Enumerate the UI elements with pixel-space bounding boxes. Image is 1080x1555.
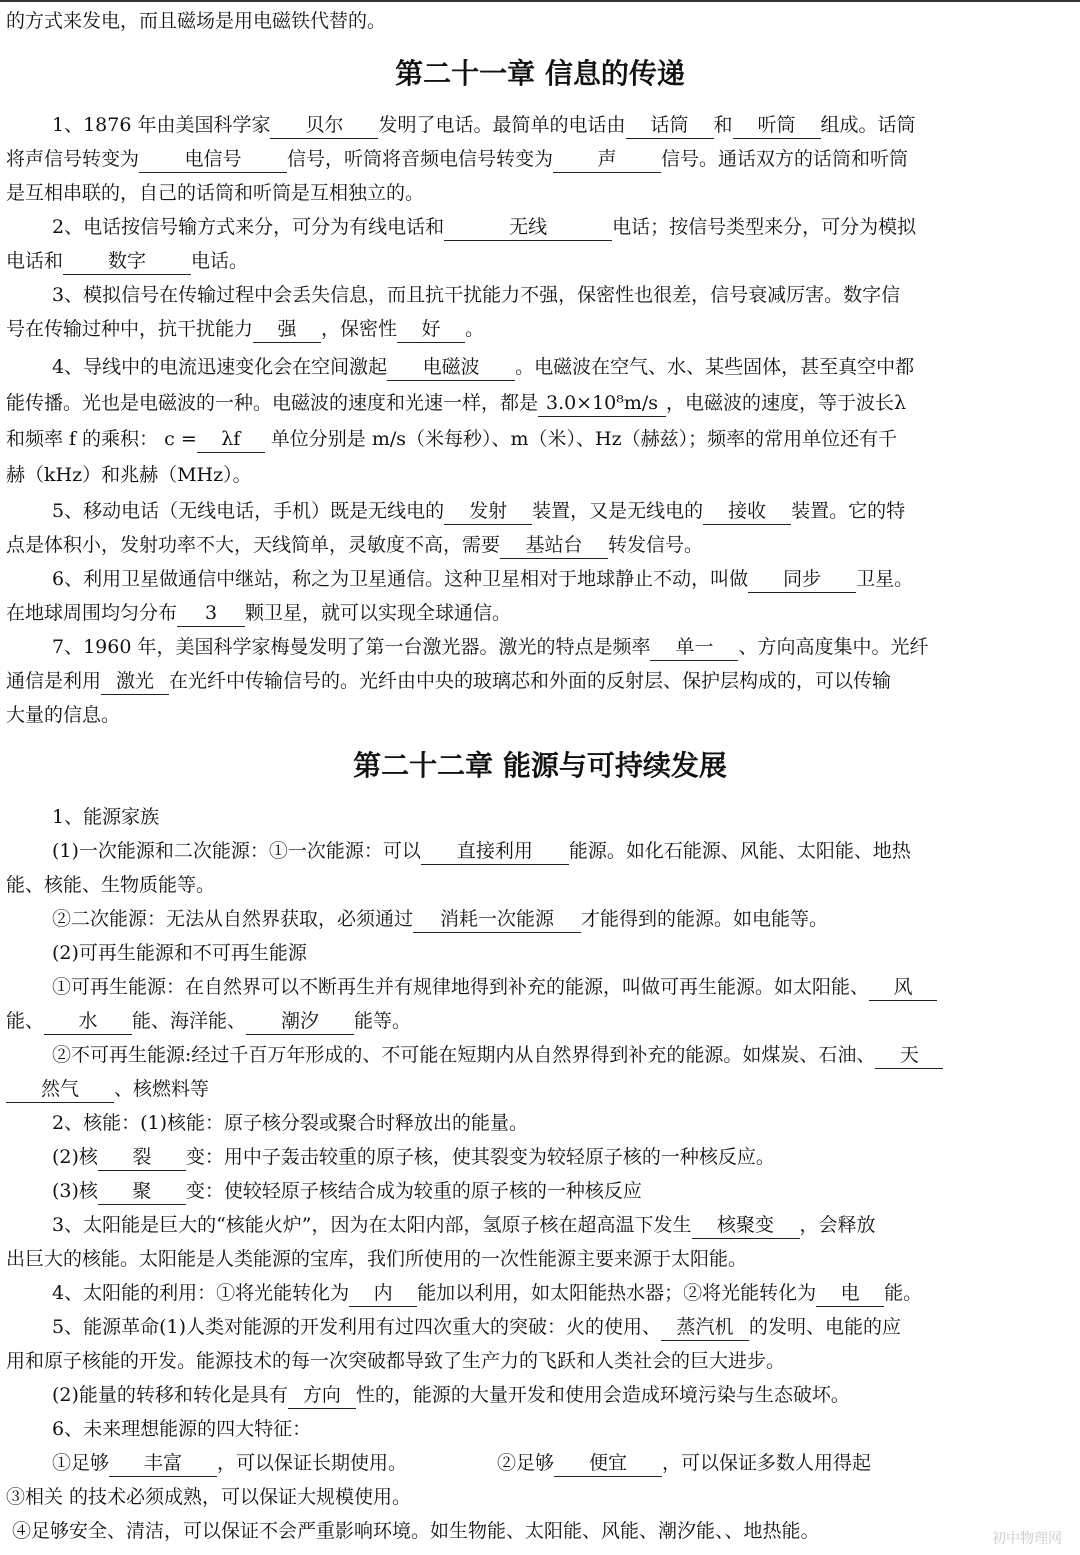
answer-blank: 裂 <box>98 1144 186 1171</box>
watermark-text: 初中物理网 <box>992 1531 1062 1547</box>
answer-blank: 电 <box>816 1280 884 1307</box>
answer-blank: 消耗一次能源 <box>413 906 581 933</box>
answer-blank: 丰富 <box>109 1450 217 1477</box>
answer-blank: 声 <box>553 146 661 173</box>
answer-blank: 聚 <box>98 1178 186 1205</box>
answer-blank: 便宜 <box>554 1450 662 1477</box>
answer-blank: 强 <box>253 316 321 343</box>
text-line: 的方式来发电，而且磁场是用电磁铁代替的。 <box>6 10 387 32</box>
text-line: 5、移动电话（无线电话，手机）既是无线电的 发射 装置，又是无线电的 接收 装置。它的特 <box>52 494 905 528</box>
text-line: 大量的信息。 <box>6 704 121 726</box>
text-line: (2)能量的转移和转化是具有 方向 性的，能源的大量开发和使用会造成环境污染与生态破坏。 <box>52 1378 850 1412</box>
text-line: 和频率 f 的乘积： c = λf 单位分别是 m/s（米每秒）、m（米）、Hz（赫兹）；频率的常用单位还有千 <box>6 422 897 456</box>
answer-blank: 基站台 <box>500 532 608 559</box>
answer-blank: 天 <box>875 1042 943 1069</box>
text-line: 1、1876 年由美国科学家 贝尔 发明了电话。最简单的电话由 话筒 和 听筒 组成。话筒 <box>52 108 916 142</box>
text-line: 4、太阳能的利用：①将光能转化为 内 能加以利用，如太阳能热水器；②将光能转化为 电 能。 <box>52 1276 922 1310</box>
answer-blank: 激光 <box>101 668 169 695</box>
text-line: 出巨大的核能。太阳能是人类能源的宝库，我们所使用的一次性能源主要来源于太阳能。 <box>6 1248 748 1270</box>
answer-blank: 水 <box>44 1008 132 1035</box>
text-line: 1、能源家族 <box>52 806 160 828</box>
answer-blank: 听筒 <box>733 112 821 139</box>
text-line: 在地球周围均匀分布 3 颗卫星，就可以实现全球通信。 <box>6 596 511 630</box>
answer-blank: 接收 <box>703 498 791 525</box>
answer-blank: 潮汐 <box>246 1008 354 1035</box>
text-line: 点是体积小，发射功率不大，天线简单，灵敏度不高，需要 基站台 转发信号。 <box>6 528 703 562</box>
text-line: 2、电话按信号输方式来分，可分为有线电话和 无线 电话；按信号类型来分，可分为模拟 <box>52 210 916 244</box>
text-line: 能、 水 能、海洋能、 潮汐 能等。 <box>6 1004 411 1038</box>
text-line: 将声信号转变为 电信号 信号，听筒将音频电信号转变为 声 信号。通话双方的话筒和听筒 <box>6 142 908 176</box>
answer-blank: 无线 <box>444 214 612 241</box>
answer-blank: 风 <box>869 974 937 1001</box>
text-line: (2)可再生能源和不可再生能源 <box>52 942 307 964</box>
text-line: 7、1960 年，美国科学家梅曼发明了第一台激光器。激光的特点是频率 单一 、方向高度集中。光纤 <box>52 630 929 664</box>
answer-blank: 贝尔 <box>270 112 378 139</box>
answer-blank: 3 <box>177 600 245 627</box>
text-line: (2)核 裂 变：用中子轰击较重的原子核，使其裂变为较轻原子核的一种核反应。 <box>52 1140 775 1174</box>
answer-blank: 话筒 <box>626 112 714 139</box>
answer-blank: 蒸汽机 <box>661 1314 749 1341</box>
text-line: 然气 、核燃料等 <box>6 1072 209 1106</box>
text-line: 4、导线中的电流迅速变化会在空间激起 电磁波 。电磁波在空气、水、某些固体，甚至真空中都 <box>52 350 914 384</box>
answer-blank: 3.0×10⁸m/s <box>538 390 666 417</box>
answer-blank: 发射 <box>444 498 532 525</box>
text-line: ③相关 的技术必须成熟，可以保证大规模使用。 <box>6 1486 412 1508</box>
text-line: 号在传输过种中，抗干扰能力 强 ，保密性 好 。 <box>6 312 484 346</box>
answer-blank: 方向 <box>288 1382 356 1409</box>
text-line: 是互相串联的，自己的话筒和听筒是互相独立的。 <box>6 182 425 204</box>
answer-blank: 好 <box>397 316 465 343</box>
answer-blank: 数字 <box>63 248 191 275</box>
chapter-22-title: 第二十二章 能源与可持续发展 <box>353 749 727 782</box>
text-line: 2、核能：(1)核能：原子核分裂或聚合时释放出的能量。 <box>52 1112 529 1134</box>
answer-blank: 核聚变 <box>692 1212 800 1239</box>
text-line: 电话和 数字 电话。 <box>6 244 248 278</box>
answer-blank: 直接利用 <box>421 838 569 865</box>
text-line: ①足够 丰富 ，可以保证长期使用。 ②足够 便宜 ，可以保证多数人用得起 <box>52 1446 871 1480</box>
answer-blank: 电信号 <box>139 146 287 173</box>
top-rule <box>0 0 1080 2</box>
text-line: ①可再生能源：在自然界可以不断再生并有规律地得到补充的能源，叫做可再生能源。如太阳能、 风 <box>52 970 937 1004</box>
answer-blank: 然气 <box>6 1076 114 1103</box>
text-line: 6、未来理想能源的四大特征： <box>52 1418 312 1440</box>
answer-blank: 单一 <box>650 634 738 661</box>
text-line: 能、核能、生物质能等。 <box>6 874 216 896</box>
text-line: 5、能源革命(1)人类对能源的开发利用有过四次重大的突破：火的使用、 蒸汽机 的发明、电能的应 <box>52 1310 901 1344</box>
text-line: ④足够安全、清洁，可以保证不会严重影响环境。如生物能、太阳能、风能、潮汐能、、地热能。 <box>12 1520 820 1542</box>
text-line: ②不可再生能源:经过千百万年形成的、不可能在短期内从自然界得到补充的能源。如煤炭、石油、 天 <box>52 1038 943 1072</box>
text-line: (3)核 聚 变：使较轻原子核结合成为较重的原子核的一种核反应 <box>52 1174 642 1208</box>
text-line: 能传播。光也是电磁波的一种。电磁波的速度和光速一样，都是 3.0×10⁸m/s ，电磁波的速度，等于波长λ <box>6 386 906 420</box>
answer-blank: 内 <box>349 1280 417 1307</box>
text-line: ②二次能源：无法从自然界获取，必须通过 消耗一次能源 才能得到的能源。如电能等。 <box>52 902 828 936</box>
answer-blank: 电磁波 <box>387 354 515 381</box>
chapter-21-title: 第二十一章 信息的传递 <box>395 57 685 90</box>
text-line: 6、利用卫星做通信中继站，称之为卫星通信。这种卫星相对于地球静止不动，叫做 同步 卫星。 <box>52 562 913 596</box>
text-line: 通信是利用 激光 在光纤中传输信号的。光纤由中央的玻璃芯和外面的反射层、保护层构成的，可以传输 <box>6 664 891 698</box>
text-line: 3、模拟信号在传输过程中会丢失信息，而且抗干扰能力不强，保密性也很差，信号衰减厉害。数字信 <box>52 284 901 306</box>
text-line: (1)一次能源和二次能源：①一次能源：可以 直接利用 能源。如化石能源、风能、太阳能、地热 <box>52 834 911 868</box>
answer-blank: λf <box>197 426 265 453</box>
answer-blank: 同步 <box>748 566 856 593</box>
text-line: 用和原子核能的开发。能源技术的每一次突破都导致了生产力的飞跃和人类社会的巨大进步。 <box>6 1350 786 1372</box>
text-line: 赫（kHz）和兆赫（MHz）。 <box>6 464 252 486</box>
text-line: 3、太阳能是巨大的“核能火炉”，因为在太阳内部，氢原子核在超高温下发生 核聚变 ，会释放 <box>52 1208 876 1242</box>
